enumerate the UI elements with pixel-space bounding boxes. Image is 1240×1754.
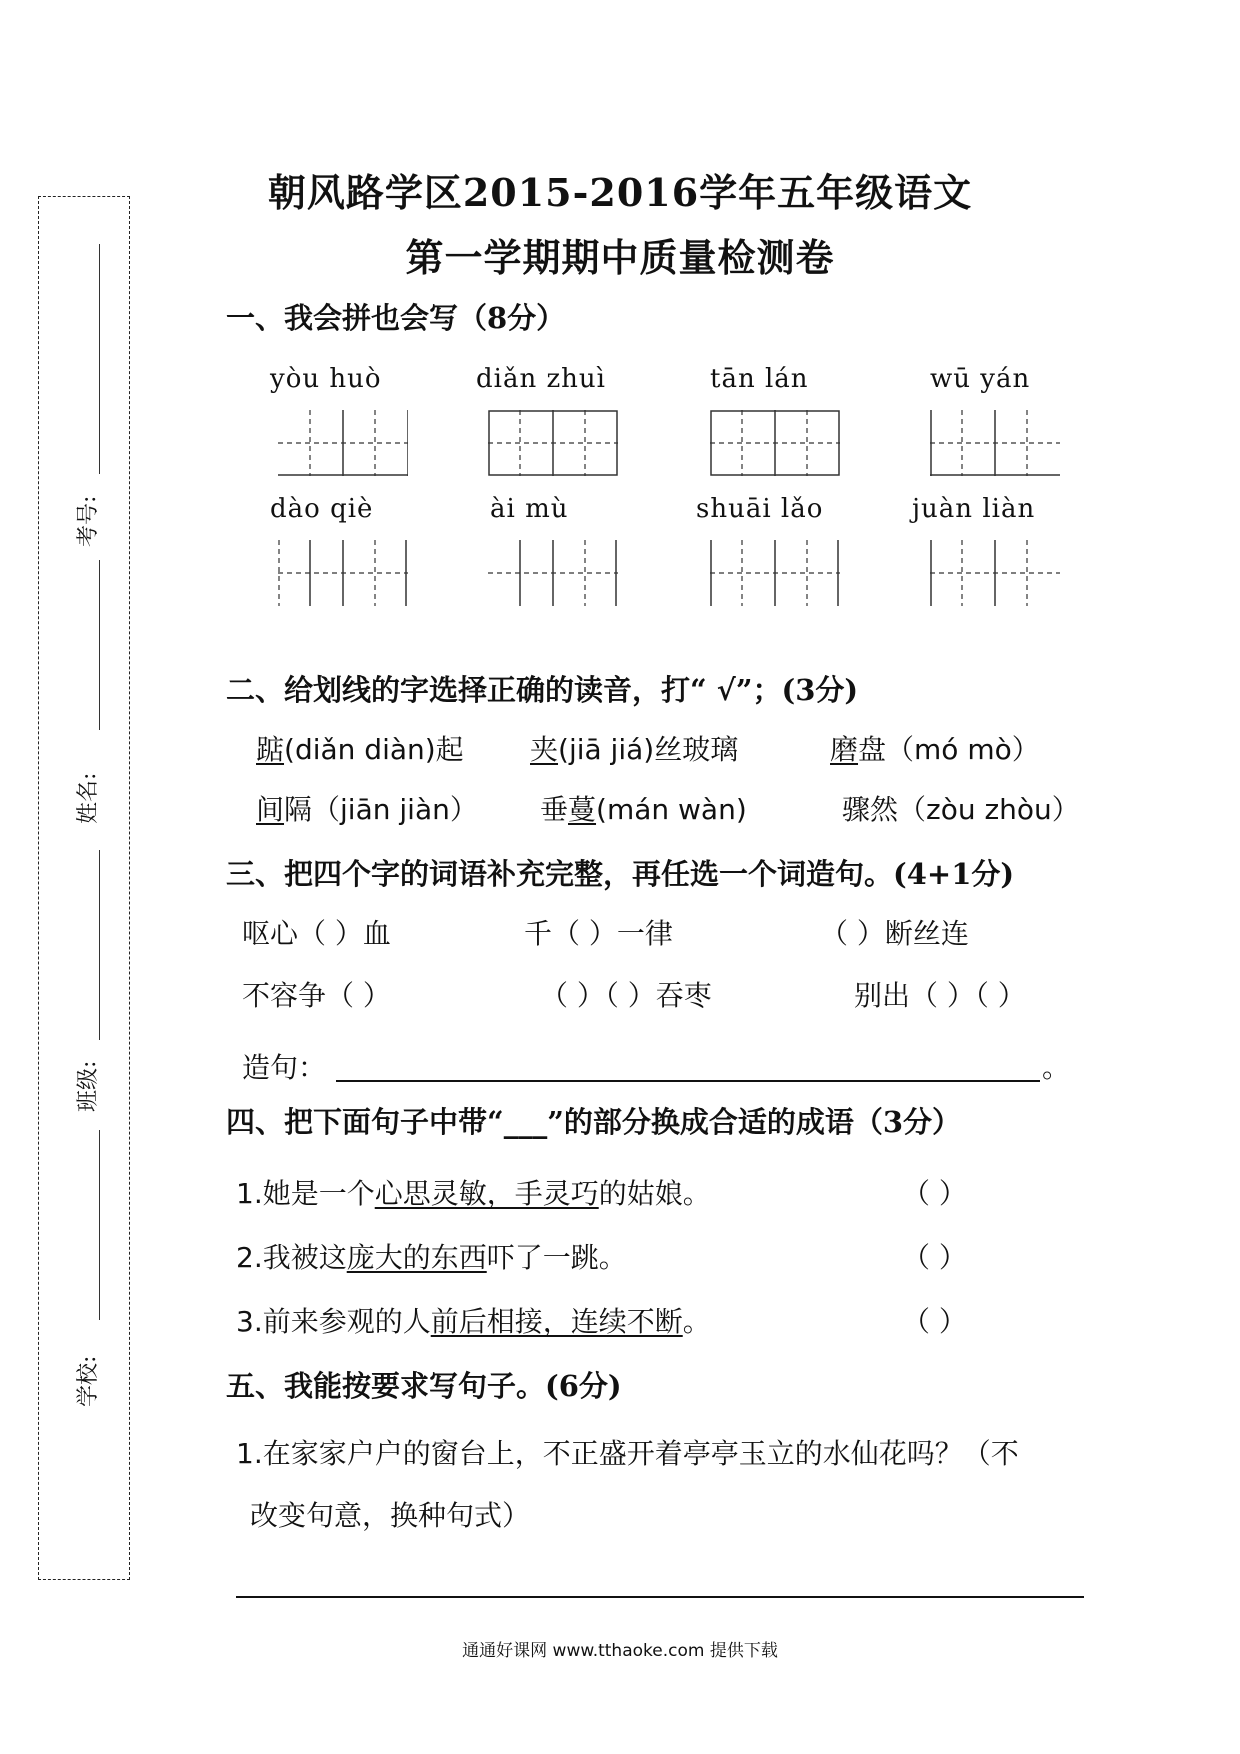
sentence-end-mark: 。 bbox=[1042, 1051, 1071, 1084]
exam-no-label: 考号: bbox=[76, 495, 101, 547]
name-label: 姓名: bbox=[76, 772, 101, 824]
title-line-2: 第一学期期中质量检测卷 bbox=[405, 235, 835, 280]
question-5-1-line1: 1.在家家户户的窗台上，不正盛开着亭亭玉立的水仙花吗？（不 bbox=[236, 1437, 1019, 1470]
item-text: 。 bbox=[682, 1305, 711, 1338]
item-text: 吓了一跳。 bbox=[486, 1241, 627, 1274]
school-label: 学校: bbox=[76, 1355, 101, 1407]
reading-choice-2[interactable] bbox=[530, 728, 738, 768]
writing-grid-7[interactable] bbox=[710, 540, 840, 606]
underlined-char: 夹 bbox=[530, 733, 559, 766]
writing-grid-6[interactable] bbox=[488, 540, 618, 606]
answer-paren-3[interactable]: （ ） bbox=[902, 1305, 967, 1338]
underlined-char: 间 bbox=[256, 793, 285, 826]
item-text: 1.她是一个 bbox=[236, 1177, 375, 1210]
class-label: 班级: bbox=[76, 1060, 101, 1112]
answer-paren-1[interactable]: （ ） bbox=[902, 1177, 967, 1210]
footer-credit: 通通好课网 www.tthaoke.com 提供下载 bbox=[462, 1641, 778, 1661]
reading-options: 盘（mó mò） bbox=[858, 733, 1040, 766]
reading-options: (mán wàn) bbox=[596, 793, 747, 826]
item-text: 的姑娘。 bbox=[598, 1177, 711, 1210]
pinyin-5: dào qiè bbox=[270, 494, 374, 524]
pinyin-7: shuāi lǎo bbox=[696, 494, 824, 524]
section4-heading bbox=[226, 1100, 961, 1141]
item-text: 3.前来参观的人 bbox=[236, 1305, 431, 1338]
writing-grid-4[interactable] bbox=[930, 410, 1060, 476]
idiom-blank-2[interactable]: 千（ ）一律 bbox=[524, 917, 673, 950]
replace-item-3 bbox=[236, 1300, 711, 1340]
section3-heading: 三、把四个字的词语补充完整，再任选一个词造句。(4+1分) bbox=[226, 857, 1015, 891]
writing-grid-3[interactable] bbox=[710, 410, 840, 476]
prefix-text: 垂 bbox=[540, 793, 569, 826]
school-line bbox=[99, 1130, 100, 1320]
question-5-1-line2: 改变句意，换种句式） bbox=[250, 1499, 531, 1532]
replace-item-2 bbox=[236, 1236, 627, 1276]
replace-item-1 bbox=[236, 1172, 711, 1212]
pinyin-2: diǎn zhuì bbox=[476, 364, 606, 394]
idiom-blank-5[interactable]: （ ）（ ）吞枣 bbox=[540, 979, 712, 1012]
reading-options: (diǎn diàn)起 bbox=[284, 733, 464, 766]
item-text: 2.我被这 bbox=[236, 1241, 347, 1274]
section2-heading: 二、给划线的字选择正确的读音，打“ √”；(3分) bbox=[226, 673, 859, 707]
heading-part: ”的部分换成合适的成语（3分） bbox=[547, 1105, 962, 1139]
idiom-blank-3[interactable]: （ ）断丝连 bbox=[820, 917, 969, 950]
pinyin-4: wū yán bbox=[930, 364, 1031, 394]
writing-grid-1[interactable] bbox=[278, 410, 408, 476]
idiom-blank-1[interactable]: 呕心（ ）血 bbox=[242, 917, 391, 950]
writing-grid-5[interactable] bbox=[278, 540, 408, 606]
writing-grid-8[interactable] bbox=[930, 540, 1060, 606]
underlined-phrase: 庞大的东西 bbox=[346, 1241, 487, 1274]
answer-paren-2[interactable]: （ ） bbox=[902, 1241, 967, 1274]
reading-choice-4[interactable] bbox=[256, 788, 478, 828]
heading-blank: ___ bbox=[503, 1105, 548, 1139]
underlined-phrase: 心思灵敏，手灵巧 bbox=[374, 1177, 599, 1210]
idiom-blank-4[interactable]: 不容争（ ） bbox=[242, 979, 391, 1012]
reading-choice-6[interactable] bbox=[842, 788, 1080, 828]
sentence-answer-line[interactable] bbox=[336, 1080, 1040, 1082]
pinyin-1: yòu huò bbox=[270, 364, 382, 394]
reading-choice-3[interactable] bbox=[830, 728, 1040, 768]
pinyin-3: tān lán bbox=[710, 364, 809, 394]
reading-options: (jiā jiá)丝玻璃 bbox=[558, 733, 739, 766]
pinyin-6: ài mù bbox=[490, 494, 569, 524]
section5-heading: 五、我能按要求写句子。(6分) bbox=[226, 1369, 622, 1403]
reading-choice-5[interactable] bbox=[540, 788, 747, 828]
pinyin-8: juàn liàn bbox=[912, 494, 1036, 524]
underlined-phrase: 前后相接，连续不断 bbox=[430, 1305, 683, 1338]
section1-heading: 一、我会拼也会写（8分） bbox=[226, 301, 566, 335]
sentence-label: 造句： bbox=[242, 1051, 327, 1084]
idiom-blank-6[interactable]: 别出（ ）（ ） bbox=[854, 979, 1026, 1012]
underlined-char: 踮 bbox=[256, 733, 285, 766]
answer-line-5-1[interactable] bbox=[236, 1596, 1084, 1598]
heading-part: 四、把下面句子中带“ bbox=[226, 1105, 504, 1139]
title-line-1: 朝风路学区2015-2016学年五年级语文 bbox=[267, 170, 973, 215]
underlined-char: 磨 bbox=[830, 733, 859, 766]
reading-options: 隔（jiān jiàn） bbox=[284, 793, 478, 826]
name-line bbox=[99, 560, 100, 730]
writing-grid-2[interactable] bbox=[488, 410, 618, 476]
reading-choice-1[interactable] bbox=[256, 728, 464, 768]
reading-options: 骤然（zòu zhòu） bbox=[842, 793, 1080, 826]
class-line bbox=[99, 850, 100, 1040]
underlined-char: 蔓 bbox=[568, 793, 597, 826]
